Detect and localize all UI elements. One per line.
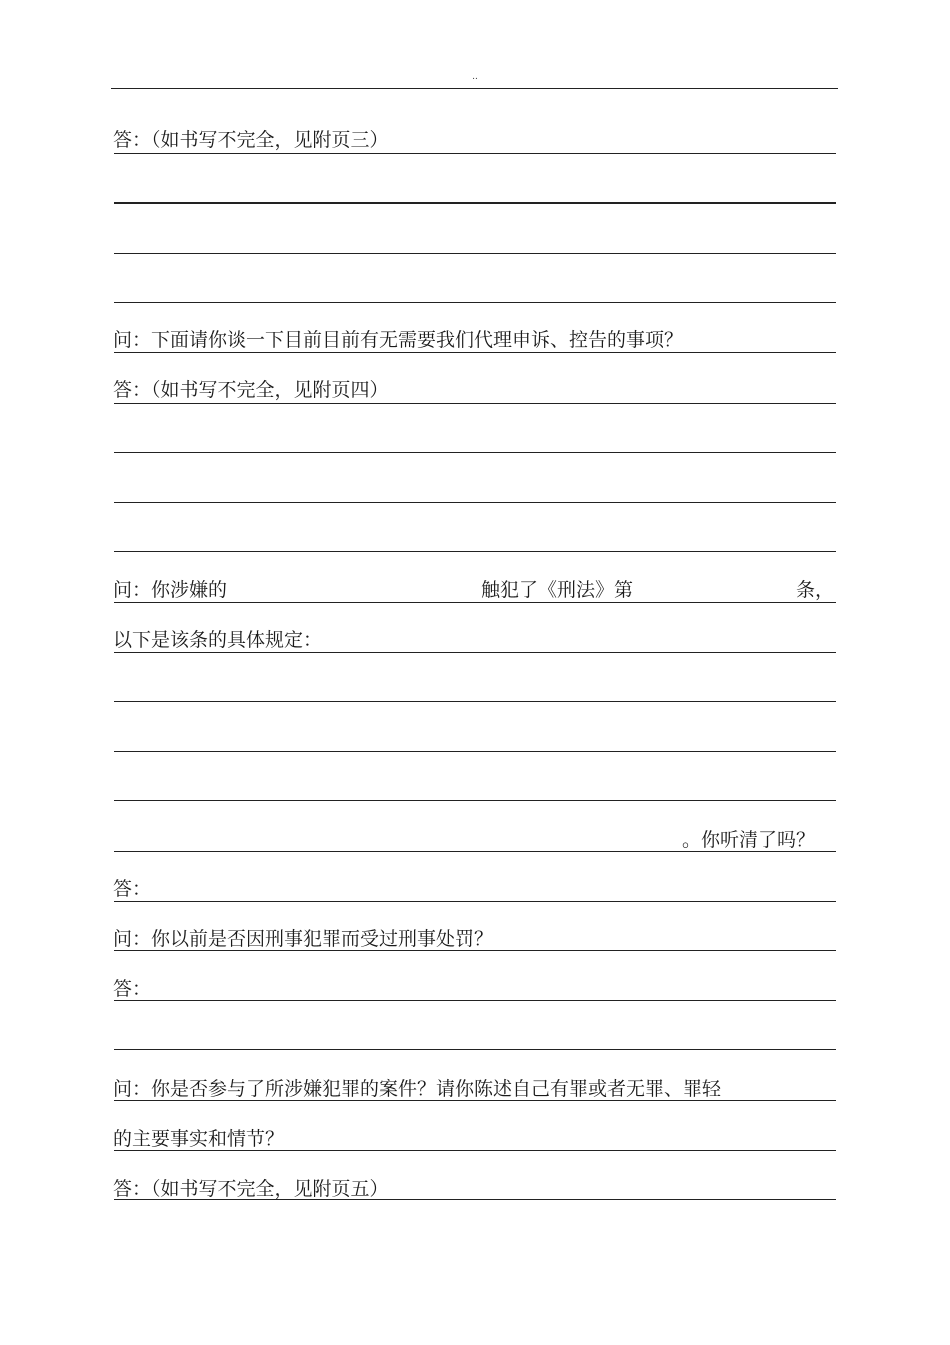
question-prior-punishment: 问：你以前是否因刑事犯罪而受过刑事处罚？: [113, 928, 494, 950]
header-rule: [111, 88, 838, 89]
writing-line: [114, 851, 836, 852]
writing-line: [114, 1100, 836, 1101]
writing-line: [114, 1000, 836, 1001]
writing-line: [114, 153, 836, 154]
answer-line-appeal: 答：（如书写不完全，见附页四）: [113, 379, 389, 401]
question-participation-line-2: 的主要事实和情节？: [113, 1128, 285, 1150]
question-article-suffix: 条，: [796, 579, 835, 601]
writing-line: [114, 751, 836, 752]
writing-line: [114, 602, 836, 603]
writing-line: [114, 1049, 836, 1050]
answer-heard-clearly: 答：: [113, 878, 152, 900]
writing-line: [114, 403, 836, 404]
answer-line-1: 答：（如书写不完全，见附页三）: [113, 129, 389, 151]
writing-line: [114, 452, 836, 453]
writing-line: [114, 1150, 836, 1151]
writing-line: [114, 652, 836, 653]
writing-line: [114, 800, 836, 801]
question-criminal-law-article: 触犯了《刑法》第: [481, 579, 634, 601]
question-heard-clearly: 。你听清了吗？: [682, 829, 816, 851]
writing-line: [114, 302, 836, 303]
writing-line: [114, 352, 836, 353]
writing-line: [114, 551, 836, 552]
writing-line: [114, 1199, 836, 1200]
answer-prior-punishment: 答：: [113, 978, 152, 1000]
writing-line: [114, 701, 836, 702]
writing-line: [114, 901, 836, 902]
writing-line: [114, 202, 836, 204]
writing-line: [114, 502, 836, 503]
header-mark: ..: [472, 72, 478, 82]
question-participation-line-1: 问：你是否参与了所涉嫌犯罪的案件？请你陈述自己有罪或者无罪、罪轻: [113, 1078, 722, 1100]
writing-line: [114, 253, 836, 254]
provision-intro: 以下是该条的具体规定：: [113, 629, 323, 651]
writing-line: [114, 950, 836, 951]
question-line-appeal: 问：下面请你谈一下目前目前有无需要我们代理申诉、控告的事项？: [113, 329, 684, 351]
answer-participation: 答：（如书写不完全，见附页五）: [113, 1178, 389, 1200]
question-suspected-label: 问：你涉嫌的: [113, 579, 228, 601]
